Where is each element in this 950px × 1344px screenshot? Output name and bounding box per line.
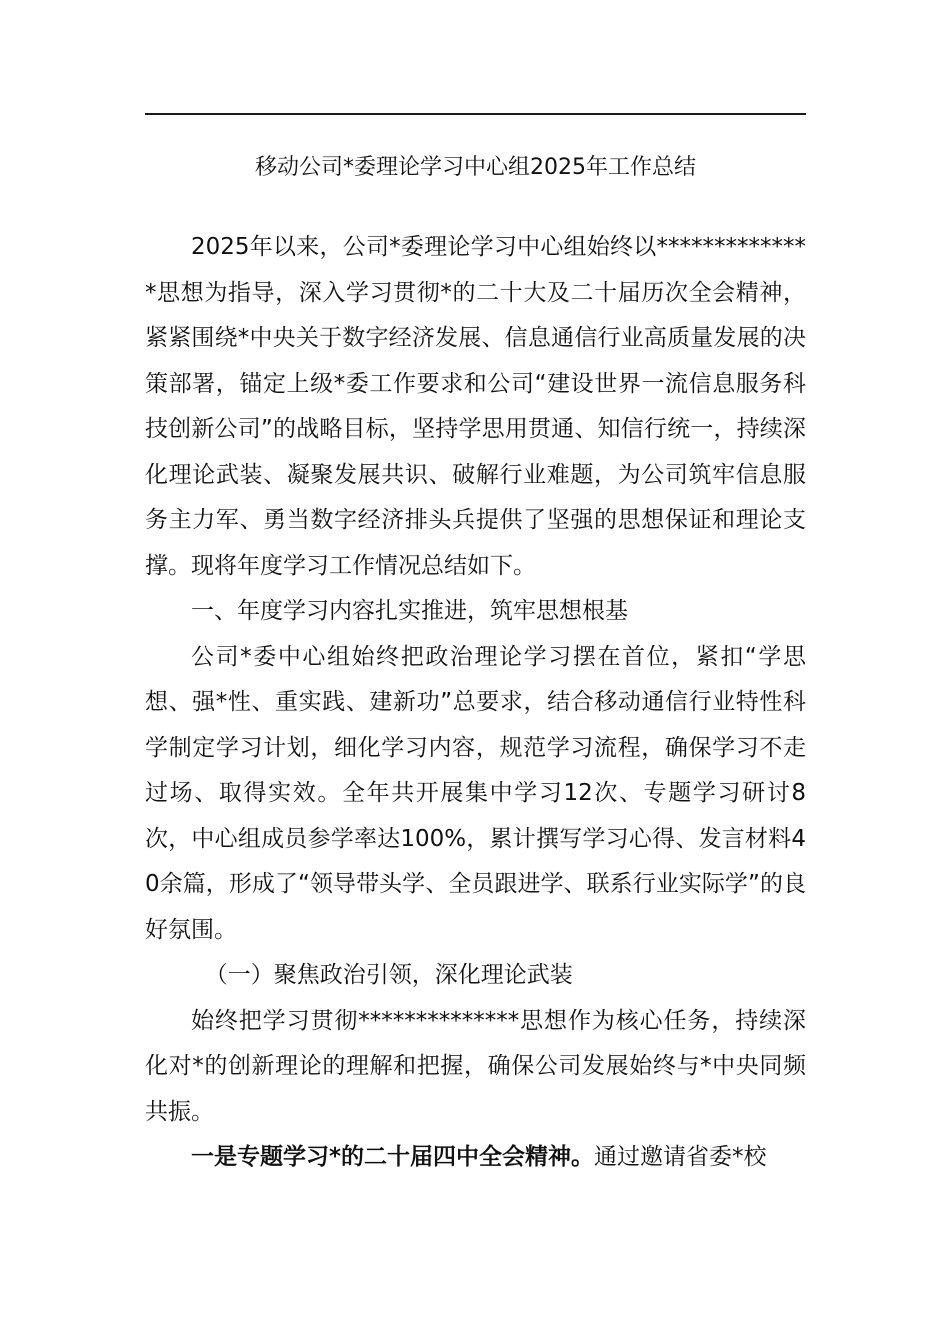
point-paragraph-1 [145, 1135, 806, 1181]
point-1-text: 通过邀请省委*校 [594, 1144, 767, 1170]
section-heading-1: 一、年度学习内容扎实推进，筑牢思想根基 [191, 598, 628, 624]
point-1-lead: 一是专题学习*的二十届四中全会精神。 [191, 1144, 595, 1170]
document-body [145, 225, 806, 1181]
subsection-heading-1: （一）聚焦政治引领，深化理论武装 [204, 962, 573, 988]
subsection-paragraph-1: 始终把学习贯彻**************思想作为核心任务，持续深化对*的创新理论的理解和把握，确保公司发展始终与*中央同频共振。 [145, 1007, 806, 1125]
section-paragraph-1: 公司*委中心组始终把政治理论学习摆在首位，紧扣“学思想、强*性、重实践、建新功”总要求，结合移动通信行业特性科学制定学习计划，细化学习内容，规范学习流程，确保学习不走过场、取得实效。全年共开展集中学习12次、专题学习研讨8次，中心组成员参学率达100%，累计撰写学习心得、发言材料40余篇，形成了“领导带头学、全员跟进学、联系行业实际学”的良好氛围。 [145, 643, 806, 943]
intro-paragraph: 2025年以来，公司*委理论学习中心组始终以**************思想为指导，深入学习贯彻*的二十大及二十届历次全会精神，紧紧围绕*中央关于数字经济发展、信息通信行业高质量发展的决策部署，锚定上级*委工作要求和公司“建设世界一流信息服务科技创新公司”的战略目标，坚持学思用贯通、知信行统一，持续深化理论武装、凝聚发展共识、破解行业难题，为公司筑牢信息服务主力军、勇当数字经济排头兵提供了坚强的思想保证和理论支撑。现将年度学习工作情况总结如下。 [145, 234, 806, 579]
header-rule [145, 113, 806, 115]
document-title: 移动公司*委理论学习中心组2025年工作总结 [255, 155, 696, 180]
